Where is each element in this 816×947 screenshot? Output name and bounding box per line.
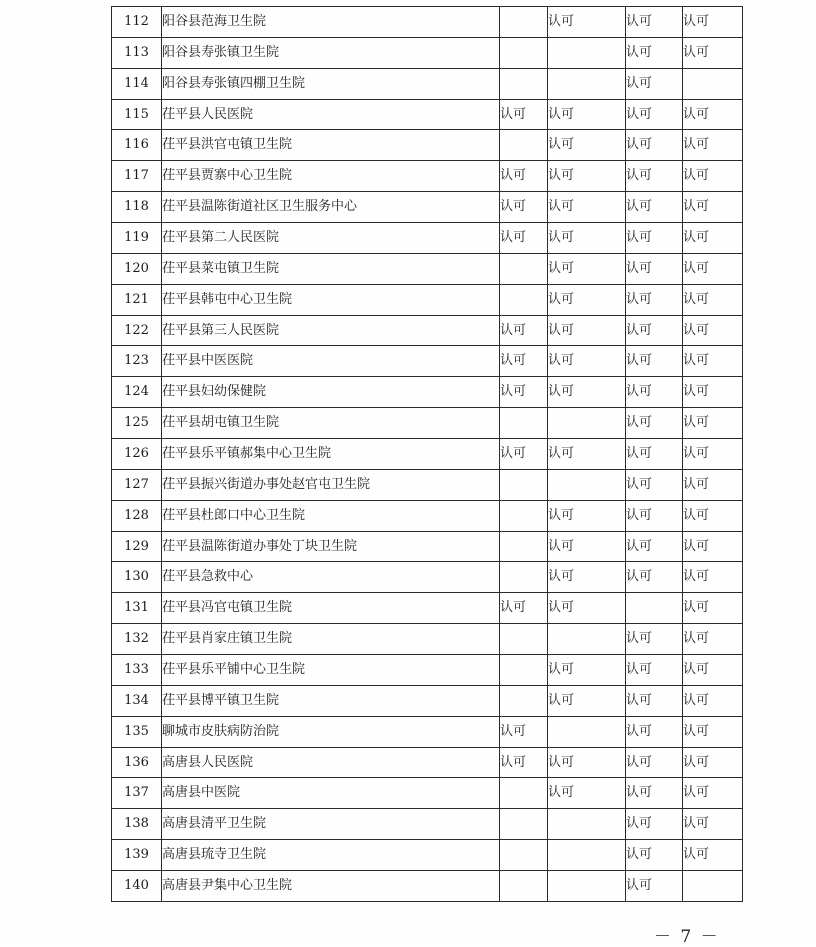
recognition-cell-2: [548, 408, 626, 439]
table-row: [112, 439, 743, 470]
recognition-cell-2: 认可: [548, 778, 626, 809]
recognition-cell-2: [548, 716, 626, 747]
recognition-cell-1: 认可: [500, 716, 548, 747]
recognition-cell-1: [500, 655, 548, 686]
recognition-cell-2: 认可: [548, 315, 626, 346]
recognition-cell-3: 认可: [626, 223, 683, 254]
row-number-cell: 139: [112, 840, 162, 871]
recognition-cell-3: 认可: [626, 37, 683, 68]
table-row: [112, 346, 743, 377]
recognition-cell-1: 认可: [500, 346, 548, 377]
recognition-cell-4: 认可: [683, 253, 743, 284]
row-number-cell: 126: [112, 439, 162, 470]
recognition-cell-4: 认可: [683, 377, 743, 408]
recognition-cell-3: 认可: [626, 315, 683, 346]
table-row: [112, 161, 743, 192]
table-row: [112, 130, 743, 161]
row-number-cell: 138: [112, 809, 162, 840]
recognition-cell-3: 认可: [626, 809, 683, 840]
institution-name-cell: 茌平县第二人民医院: [162, 223, 500, 254]
recognition-cell-1: [500, 624, 548, 655]
recognition-cell-1: [500, 562, 548, 593]
recognition-cell-3: 认可: [626, 408, 683, 439]
recognition-cell-2: 认可: [548, 99, 626, 130]
recognition-cell-1: 认可: [500, 747, 548, 778]
table-row: [112, 871, 743, 902]
recognition-cell-2: 认可: [548, 747, 626, 778]
recognition-cell-1: [500, 37, 548, 68]
table-row: [112, 809, 743, 840]
table-row: [112, 562, 743, 593]
recognition-cell-2: 认可: [548, 377, 626, 408]
row-number-cell: 115: [112, 99, 162, 130]
row-number-cell: 123: [112, 346, 162, 377]
recognition-cell-2: 认可: [548, 500, 626, 531]
institution-name-cell: 聊城市皮肤病防治院: [162, 716, 500, 747]
recognition-cell-2: [548, 624, 626, 655]
table-row: [112, 747, 743, 778]
recognition-cell-2: 认可: [548, 284, 626, 315]
row-number-cell: 140: [112, 871, 162, 902]
recognition-cell-2: [548, 469, 626, 500]
recognition-cell-4: 认可: [683, 346, 743, 377]
recognition-cell-1: [500, 840, 548, 871]
recognition-cell-1: [500, 871, 548, 902]
row-number-cell: 121: [112, 284, 162, 315]
row-number-cell: 136: [112, 747, 162, 778]
recognition-cell-3: 认可: [626, 68, 683, 99]
recognition-cell-4: 认可: [683, 685, 743, 716]
row-number-cell: 113: [112, 37, 162, 68]
row-number-cell: 127: [112, 469, 162, 500]
recognition-cell-2: 认可: [548, 655, 626, 686]
table-row: [112, 37, 743, 68]
recognition-cell-2: 认可: [548, 161, 626, 192]
recognition-cell-1: 认可: [500, 223, 548, 254]
recognition-cell-4: 认可: [683, 809, 743, 840]
row-number-cell: 129: [112, 531, 162, 562]
row-number-cell: 114: [112, 68, 162, 99]
row-number-cell: 133: [112, 655, 162, 686]
table-row: [112, 99, 743, 130]
recognition-cell-3: 认可: [626, 624, 683, 655]
recognition-cell-3: 认可: [626, 253, 683, 284]
institution-name-cell: 高唐县琉寺卫生院: [162, 840, 500, 871]
recognition-cell-1: [500, 68, 548, 99]
recognition-cell-4: 认可: [683, 439, 743, 470]
table-row: [112, 284, 743, 315]
recognition-cell-1: 认可: [500, 99, 548, 130]
recognition-cell-4: 认可: [683, 99, 743, 130]
recognition-cell-3: 认可: [626, 7, 683, 38]
institution-name-cell: 高唐县中医院: [162, 778, 500, 809]
institution-name-cell: 茌平县温陈街道办事处丁块卫生院: [162, 531, 500, 562]
recognition-cell-3: 认可: [626, 500, 683, 531]
recognition-cell-3: 认可: [626, 284, 683, 315]
table-row: [112, 531, 743, 562]
row-number-cell: 125: [112, 408, 162, 439]
recognition-cell-1: [500, 284, 548, 315]
row-number-cell: 118: [112, 192, 162, 223]
recognition-cell-4: 认可: [683, 315, 743, 346]
institution-name-cell: 茌平县贾寨中心卫生院: [162, 161, 500, 192]
institution-name-cell: 茌平县振兴街道办事处赵官屯卫生院: [162, 469, 500, 500]
recognition-cell-2: 认可: [548, 223, 626, 254]
row-number-cell: 116: [112, 130, 162, 161]
recognition-cell-4: 认可: [683, 161, 743, 192]
recognition-cell-2: 认可: [548, 593, 626, 624]
institution-name-cell: 茌平县博平镇卫生院: [162, 685, 500, 716]
institution-name-cell: 茌平县肖家庄镇卫生院: [162, 624, 500, 655]
recognition-cell-3: 认可: [626, 655, 683, 686]
recognition-cell-4: 认可: [683, 130, 743, 161]
institution-name-cell: 高唐县清平卫生院: [162, 809, 500, 840]
recognition-cell-4: [683, 871, 743, 902]
recognition-cell-2: 认可: [548, 439, 626, 470]
recognition-cell-4: 认可: [683, 624, 743, 655]
institution-name-cell: 茌平县胡屯镇卫生院: [162, 408, 500, 439]
row-number-cell: 131: [112, 593, 162, 624]
row-number-cell: 124: [112, 377, 162, 408]
recognition-cell-2: 认可: [548, 531, 626, 562]
institution-name-cell: 茌平县杜郎口中心卫生院: [162, 500, 500, 531]
recognition-cell-1: [500, 809, 548, 840]
table-row: [112, 253, 743, 284]
row-number-cell: 132: [112, 624, 162, 655]
recognition-cell-1: [500, 685, 548, 716]
recognition-cell-2: [548, 68, 626, 99]
recognition-cell-1: [500, 7, 548, 38]
page-number: － 7 －: [654, 927, 720, 947]
table-row: [112, 778, 743, 809]
table-row: [112, 469, 743, 500]
table-body: [112, 7, 743, 902]
table-row: [112, 315, 743, 346]
institution-name-cell: 茌平县人民医院: [162, 99, 500, 130]
recognition-cell-1: 认可: [500, 315, 548, 346]
recognition-cell-1: [500, 408, 548, 439]
recognition-cell-1: 认可: [500, 192, 548, 223]
recognition-cell-4: 认可: [683, 37, 743, 68]
recognition-cell-1: [500, 531, 548, 562]
recognition-cell-2: 认可: [548, 685, 626, 716]
table-row: [112, 68, 743, 99]
recognition-cell-4: 认可: [683, 469, 743, 500]
table-row: [112, 223, 743, 254]
institution-name-cell: 茌平县温陈街道社区卫生服务中心: [162, 192, 500, 223]
table-row: [112, 716, 743, 747]
recognition-cell-3: 认可: [626, 716, 683, 747]
recognition-cell-4: 认可: [683, 192, 743, 223]
recognition-cell-2: 认可: [548, 253, 626, 284]
recognition-cell-3: 认可: [626, 192, 683, 223]
institution-name-cell: 茌平县中医医院: [162, 346, 500, 377]
recognition-cell-2: [548, 840, 626, 871]
institution-name-cell: 茌平县乐平铺中心卫生院: [162, 655, 500, 686]
recognition-cell-4: 认可: [683, 778, 743, 809]
recognition-cell-1: [500, 469, 548, 500]
row-number-cell: 135: [112, 716, 162, 747]
institution-name-cell: 阳谷县寿张镇四棚卫生院: [162, 68, 500, 99]
table-row: [112, 192, 743, 223]
recognition-cell-3: 认可: [626, 161, 683, 192]
recognition-cell-3: 认可: [626, 377, 683, 408]
institution-name-cell: 茌平县冯官屯镇卫生院: [162, 593, 500, 624]
recognition-cell-4: 认可: [683, 7, 743, 38]
table-row: [112, 655, 743, 686]
recognition-cell-2: 认可: [548, 7, 626, 38]
recognition-cell-4: 认可: [683, 593, 743, 624]
institution-name-cell: 茌平县急救中心: [162, 562, 500, 593]
table-row: [112, 408, 743, 439]
recognition-cell-3: 认可: [626, 840, 683, 871]
recognition-cell-1: [500, 253, 548, 284]
recognition-cell-2: 认可: [548, 562, 626, 593]
table-row: [112, 377, 743, 408]
recognition-cell-4: 认可: [683, 408, 743, 439]
recognition-cell-1: [500, 778, 548, 809]
recognition-cell-1: [500, 130, 548, 161]
row-number-cell: 122: [112, 315, 162, 346]
recognition-cell-3: 认可: [626, 469, 683, 500]
recognition-cell-2: 认可: [548, 130, 626, 161]
recognition-cell-2: [548, 871, 626, 902]
hospital-recognition-table: [111, 6, 743, 902]
recognition-cell-4: 认可: [683, 655, 743, 686]
recognition-cell-4: [683, 68, 743, 99]
recognition-cell-1: [500, 500, 548, 531]
institution-name-cell: 茌平县韩屯中心卫生院: [162, 284, 500, 315]
recognition-cell-4: 认可: [683, 747, 743, 778]
recognition-cell-3: 认可: [626, 439, 683, 470]
table-row: [112, 7, 743, 38]
recognition-cell-2: [548, 37, 626, 68]
recognition-cell-3: 认可: [626, 531, 683, 562]
institution-name-cell: 茌平县菜屯镇卫生院: [162, 253, 500, 284]
row-number-cell: 128: [112, 500, 162, 531]
institution-name-cell: 阳谷县范海卫生院: [162, 7, 500, 38]
recognition-cell-2: 认可: [548, 192, 626, 223]
row-number-cell: 119: [112, 223, 162, 254]
recognition-cell-3: 认可: [626, 130, 683, 161]
recognition-cell-4: 认可: [683, 531, 743, 562]
row-number-cell: 117: [112, 161, 162, 192]
recognition-cell-3: 认可: [626, 747, 683, 778]
recognition-cell-4: 认可: [683, 562, 743, 593]
recognition-cell-1: 认可: [500, 593, 548, 624]
institution-name-cell: 阳谷县寿张镇卫生院: [162, 37, 500, 68]
row-number-cell: 137: [112, 778, 162, 809]
recognition-cell-4: 认可: [683, 284, 743, 315]
institution-name-cell: 茌平县乐平镇郝集中心卫生院: [162, 439, 500, 470]
table-row: [112, 500, 743, 531]
recognition-cell-3: 认可: [626, 778, 683, 809]
institution-name-cell: 茌平县洪官屯镇卫生院: [162, 130, 500, 161]
recognition-cell-1: 认可: [500, 377, 548, 408]
recognition-cell-2: [548, 809, 626, 840]
institution-name-cell: 高唐县尹集中心卫生院: [162, 871, 500, 902]
recognition-cell-4: 认可: [683, 223, 743, 254]
row-number-cell: 130: [112, 562, 162, 593]
recognition-cell-4: 认可: [683, 716, 743, 747]
recognition-cell-3: 认可: [626, 99, 683, 130]
recognition-cell-4: 认可: [683, 500, 743, 531]
row-number-cell: 112: [112, 7, 162, 38]
recognition-cell-3: 认可: [626, 685, 683, 716]
recognition-cell-1: 认可: [500, 439, 548, 470]
institution-name-cell: 茌平县第三人民医院: [162, 315, 500, 346]
table-row: [112, 624, 743, 655]
recognition-cell-2: 认可: [548, 346, 626, 377]
recognition-cell-1: 认可: [500, 161, 548, 192]
table-row: [112, 840, 743, 871]
table-row: [112, 593, 743, 624]
table-row: [112, 685, 743, 716]
institution-name-cell: 高唐县人民医院: [162, 747, 500, 778]
institution-name-cell: 茌平县妇幼保健院: [162, 377, 500, 408]
recognition-cell-3: 认可: [626, 871, 683, 902]
recognition-cell-3: 认可: [626, 562, 683, 593]
row-number-cell: 134: [112, 685, 162, 716]
row-number-cell: 120: [112, 253, 162, 284]
recognition-cell-3: 认可: [626, 346, 683, 377]
recognition-cell-3: [626, 593, 683, 624]
recognition-cell-4: 认可: [683, 840, 743, 871]
